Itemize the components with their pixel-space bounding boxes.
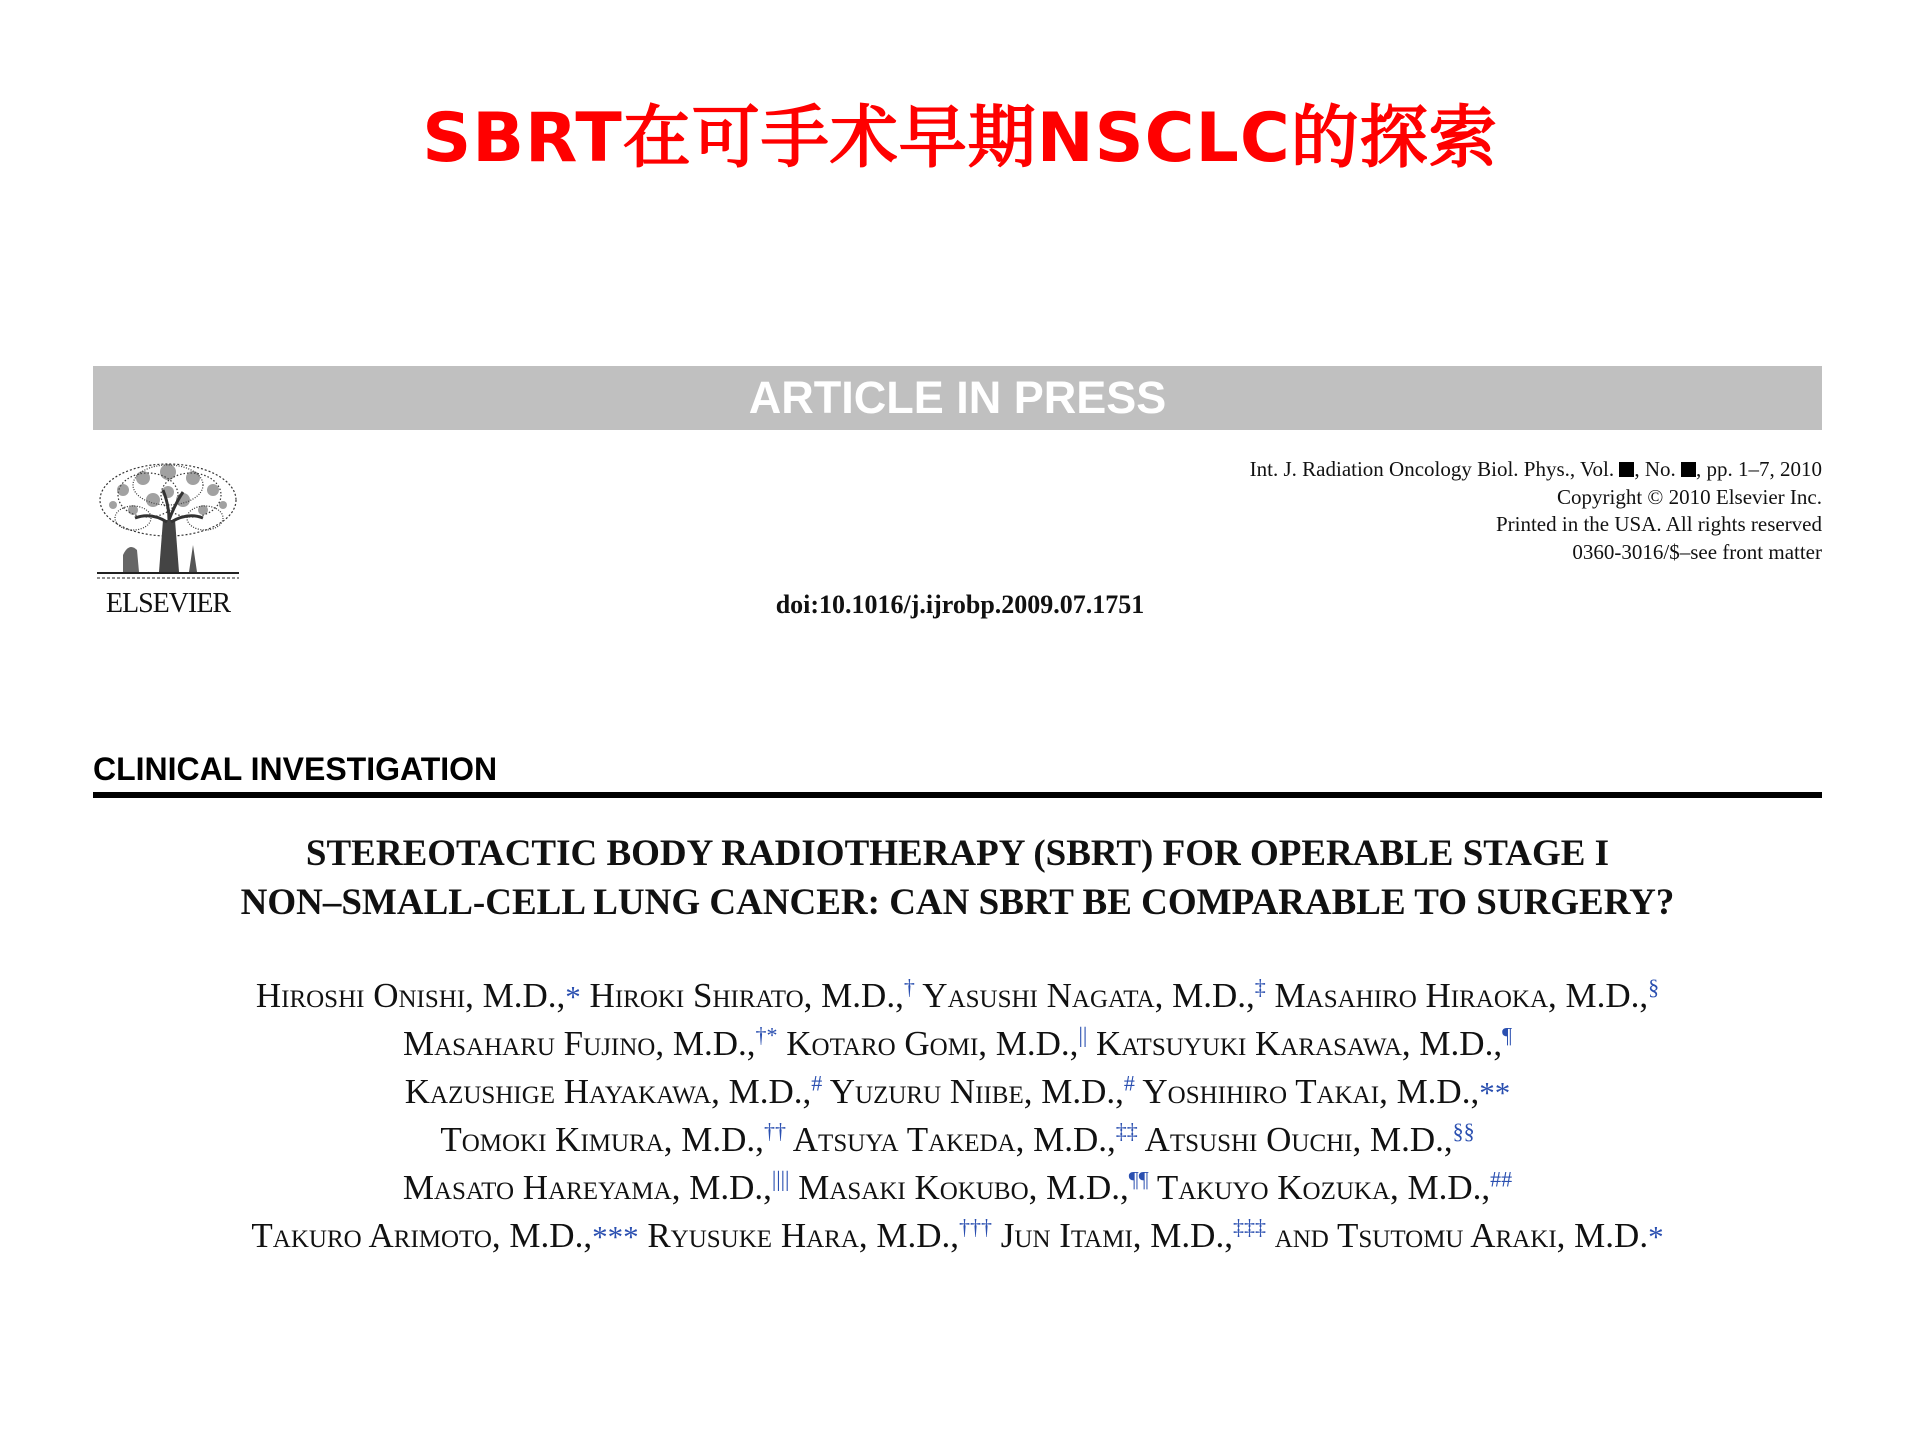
author-list bbox=[93, 972, 1822, 1260]
affiliation-mark[interactable]: |||| bbox=[771, 1166, 790, 1192]
affiliation-mark[interactable]: ¶ bbox=[1502, 1022, 1513, 1048]
author-line bbox=[93, 1116, 1822, 1164]
section-divider bbox=[93, 792, 1822, 798]
journal-copyright: Copyright © 2010 Elsevier Inc. bbox=[1557, 484, 1822, 509]
author-name: Yasushi Nagata, M.D., bbox=[922, 976, 1255, 1015]
author-name: Takuyo Kozuka, M.D., bbox=[1156, 1168, 1491, 1207]
author-name: and Tsutomu Araki, M.D. bbox=[1274, 1216, 1649, 1255]
journal-printed: Printed in the USA. All rights reserved bbox=[1495, 512, 1822, 536]
author-name: Yuzuru Niibe, M.D., bbox=[829, 1072, 1124, 1111]
affiliation-mark[interactable]: * bbox=[1648, 1219, 1664, 1254]
affiliation-mark[interactable]: ¶¶ bbox=[1128, 1166, 1149, 1192]
article-title bbox=[93, 829, 1822, 927]
author-line bbox=[93, 1164, 1822, 1212]
affiliation-mark[interactable]: ††† bbox=[959, 1214, 993, 1240]
author-name: Jun Itami, M.D., bbox=[1000, 1216, 1233, 1255]
author-name: Masaki Kokubo, M.D., bbox=[798, 1168, 1129, 1207]
article-title-line-1: STEREOTACTIC BODY RADIOTHERAPY (SBRT) FOR OPERABLE STAGE I bbox=[305, 833, 1610, 874]
author-line bbox=[93, 1212, 1822, 1260]
author-name: Yoshihiro Takai, M.D., bbox=[1142, 1072, 1480, 1111]
author-name: Hiroshi Onishi, M.D., bbox=[255, 976, 566, 1015]
journal-issn: 0360-3016/$–see front matter bbox=[1572, 539, 1822, 564]
affiliation-mark[interactable]: || bbox=[1078, 1022, 1088, 1048]
section-label: CLINICAL INVESTIGATION bbox=[93, 751, 498, 787]
author-name: Tomoki Kimura, M.D., bbox=[440, 1120, 764, 1159]
affiliation-mark[interactable]: ‡‡‡ bbox=[1232, 1214, 1266, 1240]
affiliation-mark[interactable]: †* bbox=[755, 1022, 778, 1048]
author-line bbox=[93, 1068, 1822, 1116]
author-name: Ryusuke Hara, M.D., bbox=[647, 1216, 960, 1255]
affiliation-mark[interactable]: ** bbox=[1479, 1075, 1511, 1110]
affiliation-mark[interactable]: †† bbox=[763, 1118, 786, 1144]
slide-title: SBRT在可手术早期NSCLC的探索 bbox=[422, 99, 1498, 178]
affiliation-mark[interactable]: # bbox=[1123, 1070, 1135, 1096]
affiliation-mark[interactable]: # bbox=[811, 1070, 823, 1096]
author-name: Takuro Arimoto, M.D., bbox=[251, 1216, 593, 1255]
author-name: Masato Hareyama, M.D., bbox=[402, 1168, 772, 1207]
affiliation-mark[interactable]: ‡ bbox=[1254, 974, 1266, 1000]
author-name: Atsushi Ouchi, M.D., bbox=[1144, 1120, 1453, 1159]
author-name: Masahiro Hiraoka, M.D., bbox=[1274, 976, 1649, 1015]
author-name: Hiroki Shirato, M.D., bbox=[589, 976, 904, 1015]
affiliation-mark[interactable]: * bbox=[565, 979, 581, 1014]
author-name: Kazushige Hayakawa, M.D., bbox=[404, 1072, 812, 1111]
affiliation-mark[interactable]: ‡‡ bbox=[1115, 1118, 1138, 1144]
publisher-name: ELSEVIER bbox=[105, 588, 231, 619]
article-title-line-2: NON–SMALL-CELL LUNG CANCER: CAN SBRT BE COMPARABLE TO SURGERY? bbox=[240, 882, 1675, 923]
author-name: Kotaro Gomi, M.D., bbox=[786, 1024, 1079, 1063]
article-in-press-banner: ARTICLE IN PRESS bbox=[93, 366, 1822, 430]
placeholder-square-icon bbox=[1681, 462, 1696, 477]
placeholder-square-icon bbox=[1619, 462, 1634, 477]
author-name: Katsuyuki Karasawa, M.D., bbox=[1096, 1024, 1503, 1063]
author-name: Masaharu Fujino, M.D., bbox=[402, 1024, 756, 1063]
affiliation-mark[interactable]: ## bbox=[1490, 1166, 1513, 1192]
affiliation-mark[interactable]: *** bbox=[592, 1219, 639, 1254]
author-line bbox=[93, 972, 1822, 1020]
affiliation-mark[interactable]: † bbox=[903, 974, 915, 1000]
author-name: Atsuya Takeda, M.D., bbox=[792, 1120, 1116, 1159]
journal-citation-block bbox=[1250, 456, 1822, 566]
affiliation-mark[interactable]: § bbox=[1648, 974, 1660, 1000]
affiliation-mark[interactable]: §§ bbox=[1452, 1118, 1475, 1144]
doi-link[interactable]: doi:10.1016/j.ijrobp.2009.07.1751 bbox=[775, 590, 1145, 619]
journal-citation: Int. J. Radiation Oncology Biol. Phys., Vol. , No. , pp. 1–7, 2010 bbox=[1249, 457, 1822, 481]
author-line bbox=[93, 1020, 1822, 1068]
